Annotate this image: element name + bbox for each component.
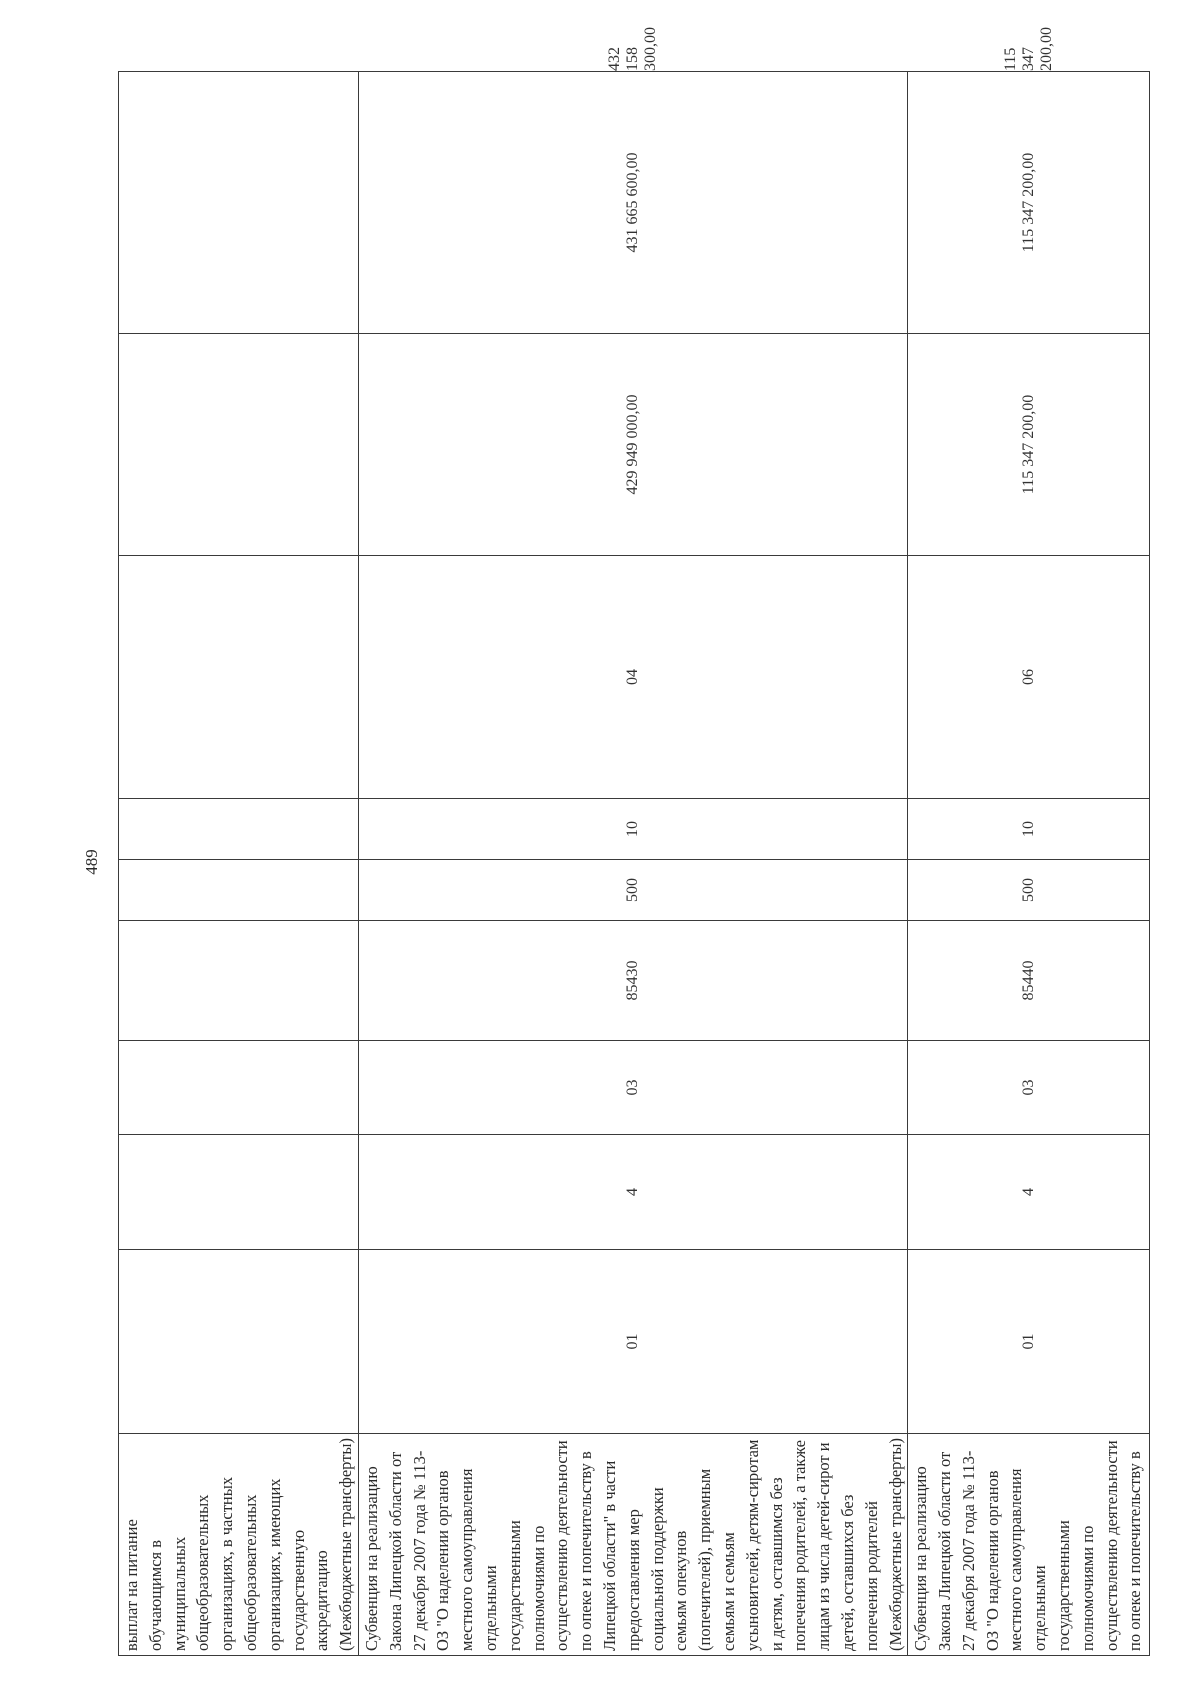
code-cell: 85440 xyxy=(908,921,1150,1041)
code-cell: 01 xyxy=(358,1250,907,1434)
budget-table xyxy=(118,27,1150,1656)
code-cell xyxy=(119,556,359,799)
code-cell: 10 xyxy=(908,799,1150,860)
amount-cell xyxy=(119,334,359,556)
code-cell: 10 xyxy=(358,799,907,860)
row-description: Субвенция на реализацию Закона Липецкой области от 27 декабря 2007 года № 113-ОЗ "О наделении органов местного самоуправления отдельными государственными полномочиями по осуществлению деятельности по опеке и попечительству в xyxy=(908,1434,1150,1656)
table-row: Субвенция на реализацию Закона Липецкой области от 27 декабря 2007 года № 113-ОЗ "О наделении органов местного самоуправления отдельными государственными полномочиями по осуществлению деятельности по опеке и попечительству в 01 4 03 85440 500 10 06 115 347 200,00 115 347 200,00 115 347 200,00 xyxy=(908,72,1150,1656)
table-row: Субвенция на реализацию Закона Липецкой области от 27 декабря 2007 года № 113-ОЗ "О наделении органов местного самоуправления отдельными государственными полномочиями по осуществлению деятельности по опеке и попечительству в Липецкой области" в части предоставления мер социальной поддержки семьям опекунов (попечителей), приемным семьям и семьям усыновителей, детям-сиротам и детям, оставшимся без попечения родителей, а также лицам из числа детей-сирот и детей, оставшихся без попечения родителей (Межбюджетные трансферты) 01 4 03 85430 500 10 04 429 949 000,00 431 665 600,00 432 158 300,00 xyxy=(358,72,907,1656)
code-cell: 06 xyxy=(908,556,1150,799)
row-description: выплат на питание обучающимся в муниципальных общеобразовательных организациях, в частных общеобразовательных организациях, имеющих государственную аккредитацию (Межбюджетные трансферты) xyxy=(119,1434,359,1656)
code-cell: 85430 xyxy=(358,921,907,1041)
code-cell: 01 xyxy=(908,1250,1150,1434)
code-cell xyxy=(119,1250,359,1434)
code-cell: 03 xyxy=(908,1041,1150,1135)
code-cell: 04 xyxy=(358,556,907,799)
page-number: 489 xyxy=(82,849,101,875)
code-cell xyxy=(119,799,359,860)
amount-cell xyxy=(119,72,359,334)
code-cell xyxy=(119,921,359,1041)
code-cell: 4 xyxy=(908,1135,1150,1250)
code-cell: 500 xyxy=(908,860,1150,921)
rotated-table-sheet xyxy=(118,27,1145,1656)
code-cell: 03 xyxy=(358,1041,907,1135)
row-description: Субвенция на реализацию Закона Липецкой области от 27 декабря 2007 года № 113-ОЗ "О наделении органов местного самоуправления отдельными государственными полномочиями по осуществлению деятельности по опеке и попечительству в Липецкой области" в части предоставления мер социальной поддержки семьям опекунов (попечителей), приемным семьям и семьям усыновителей, детям-сиротам и детям, оставшимся без попечения родителей, а также лицам из числа детей-сирот и детей, оставшихся без попечения родителей (Межбюджетные трансферты) xyxy=(358,1434,907,1656)
code-cell xyxy=(119,1041,359,1135)
amount-cell: 429 949 000,00 xyxy=(358,334,907,556)
amount-cell: 115 347 200,00 xyxy=(908,334,1150,556)
amount-cell: 431 665 600,00 xyxy=(358,72,907,334)
table-row xyxy=(119,72,359,1656)
code-cell: 500 xyxy=(358,860,907,921)
code-cell xyxy=(119,860,359,921)
code-cell xyxy=(119,1135,359,1250)
code-cell: 4 xyxy=(358,1135,907,1250)
amount-cell: 115 347 200,00 xyxy=(908,72,1150,334)
